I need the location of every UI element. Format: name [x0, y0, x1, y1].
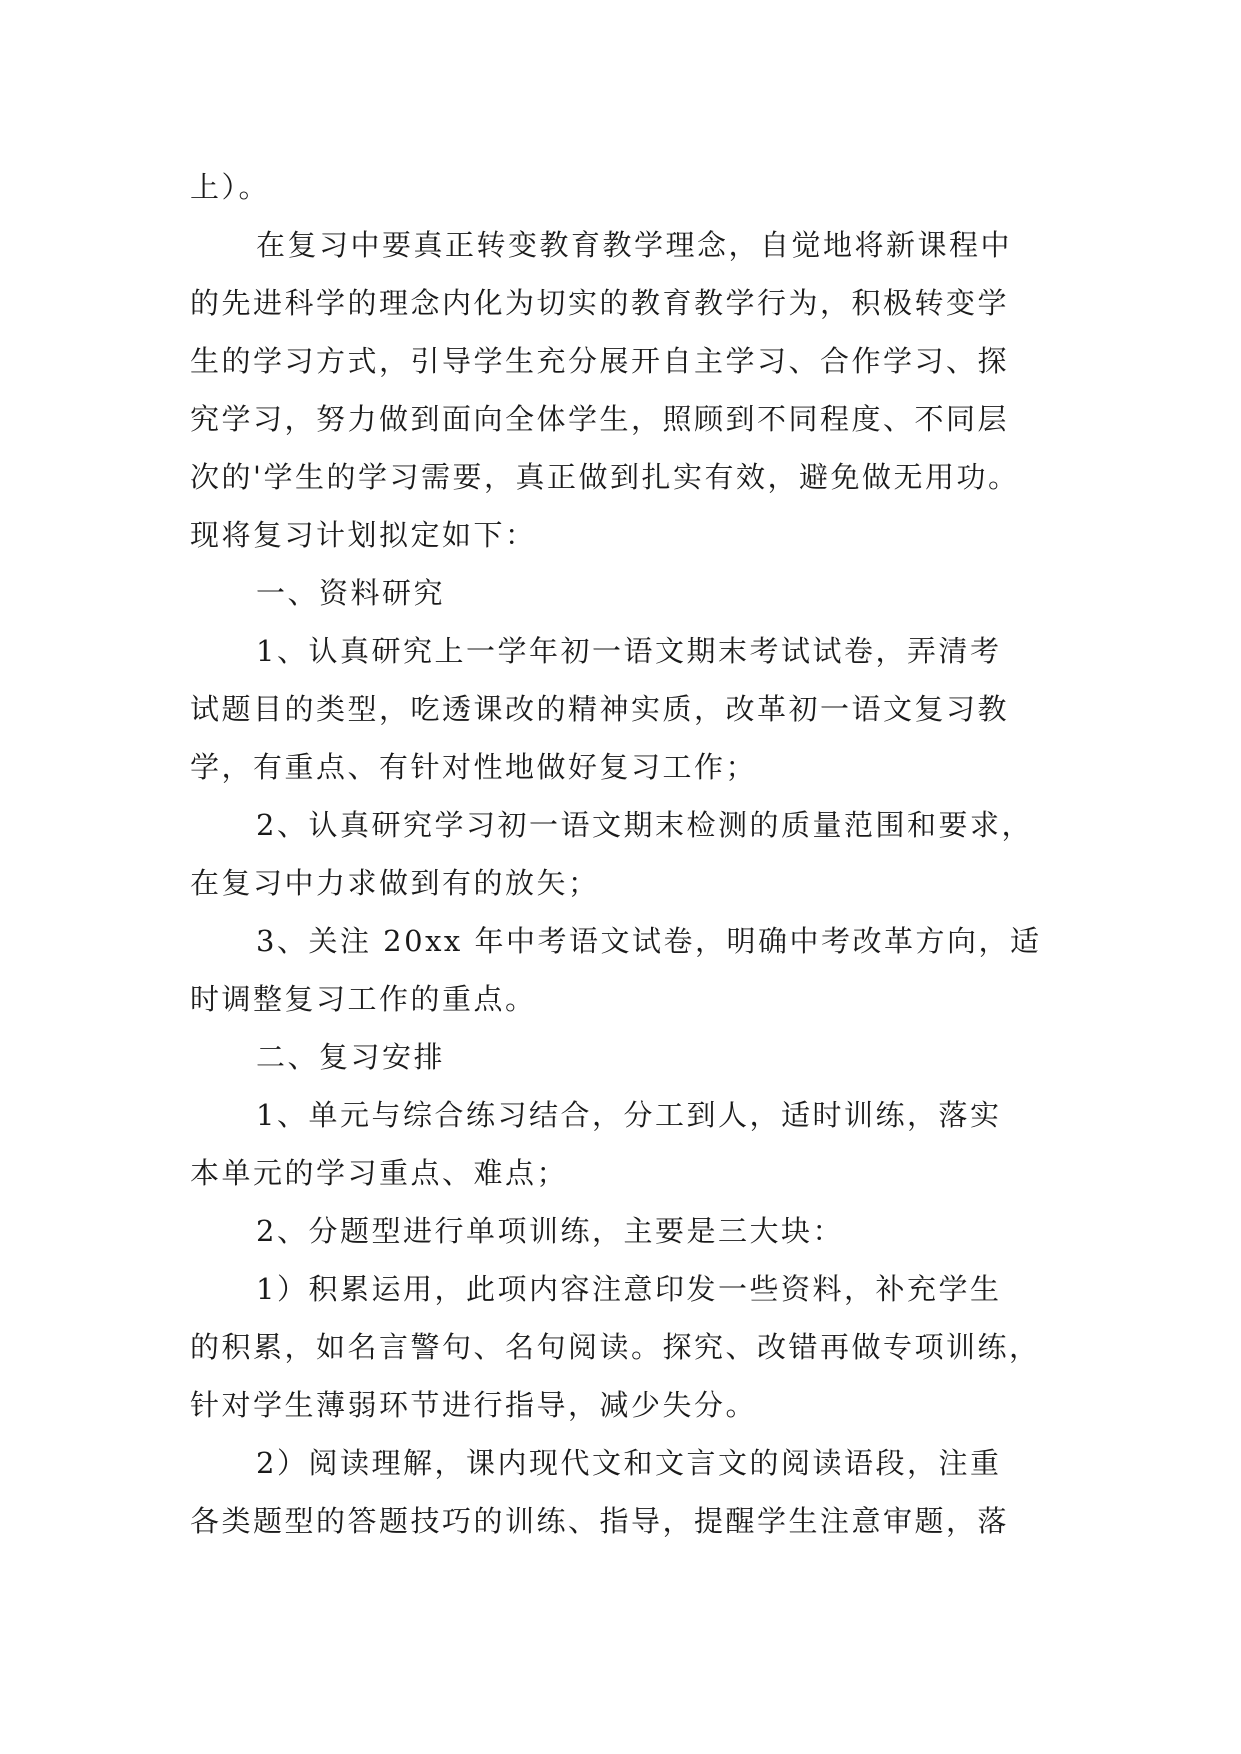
- text-line: 学，有重点、有针对性地做好复习工作；: [190, 750, 758, 784]
- text-line: 本单元的学习重点、难点；: [190, 1156, 569, 1190]
- text-line: 究学习，努力做到面向全体学生，照顾到不同程度、不同层: [190, 402, 1010, 436]
- text-line: 上）。: [190, 170, 271, 204]
- text-line: 试题目的类型，吃透课改的精神实质，改革初一语文复习教: [190, 692, 1010, 726]
- text-line: 针对学生薄弱环节进行指导，减少失分。: [190, 1388, 758, 1422]
- section-heading: 一、资料研究: [256, 576, 446, 610]
- list-item-first-line: 3、关注 20xx 年中考语文试卷，明确中考改革方向，适: [256, 924, 1042, 958]
- text-line: 生的学习方式，引导学生充分展开自主学习、合作学习、探: [190, 344, 1010, 378]
- text-line: 时调整复习工作的重点。: [190, 982, 537, 1016]
- text-line: 现将复习计划拟定如下：: [190, 518, 537, 552]
- list-item-first-line: 2、分题型进行单项训练，主要是三大块：: [256, 1214, 844, 1248]
- list-item-first-line: 1、认真研究上一学年初一语文期末考试试卷，弄清考: [256, 634, 1002, 668]
- text-line: 的积累，如名言警句、名句阅读。探究、改错再做专项训练，: [190, 1330, 1041, 1364]
- text-line: 各类题型的答题技巧的训练、指导，提醒学生注意审题，落: [190, 1504, 1010, 1538]
- paragraph-first-line: 在复习中要真正转变教育教学理念，自觉地将新课程中: [256, 228, 1013, 262]
- text-line: 的先进科学的理念内化为切实的教育教学行为，积极转变学: [190, 286, 1010, 320]
- sub-item-first-line: 2）阅读理解，课内现代文和文言文的阅读语段，注重: [256, 1446, 1002, 1480]
- text-line: 在复习中力求做到有的放矢；: [190, 866, 600, 900]
- list-item-first-line: 2、认真研究学习初一语文期末检测的质量范围和要求，: [256, 808, 1033, 842]
- section-heading: 二、复习安排: [256, 1040, 446, 1074]
- list-item-first-line: 1、单元与综合练习结合，分工到人，适时训练，落实: [256, 1098, 1002, 1132]
- text-line: 次的'学生的学习需要，真正做到扎实有效，避免做无用功。: [190, 460, 1020, 494]
- sub-item-first-line: 1）积累运用，此项内容注意印发一些资料，补充学生: [256, 1272, 1002, 1306]
